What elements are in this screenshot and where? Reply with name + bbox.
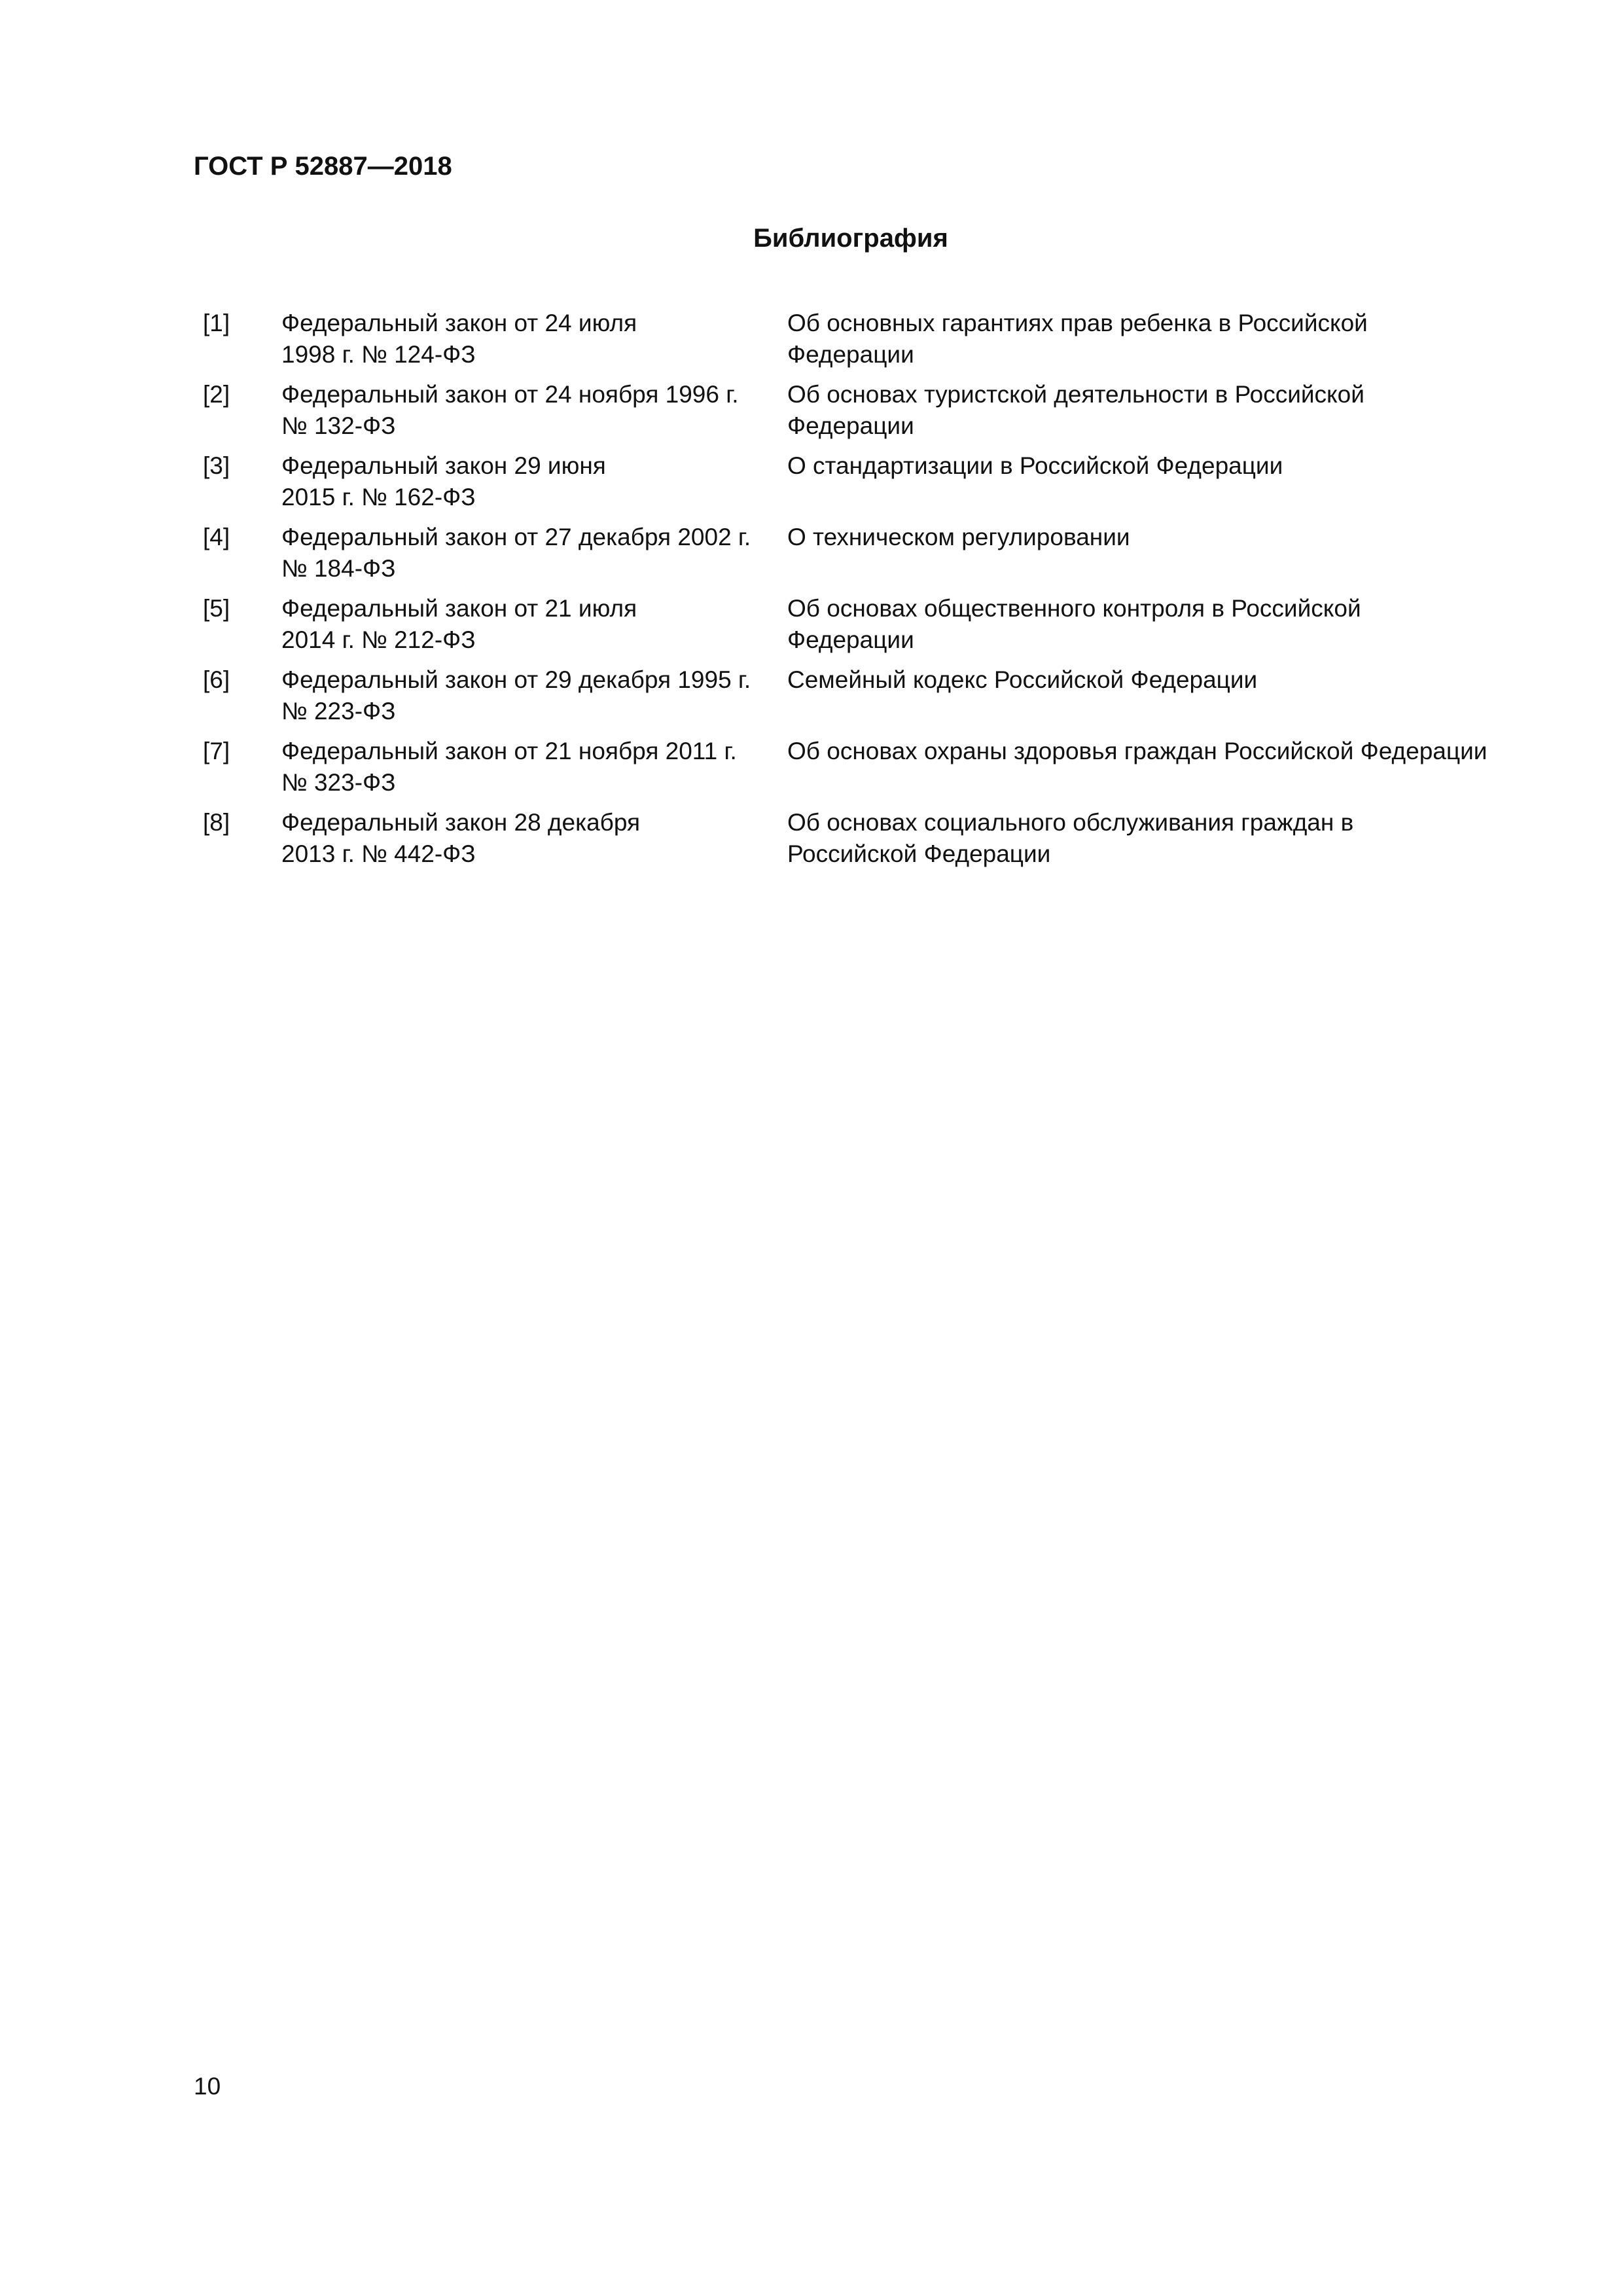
entry-source xyxy=(281,807,779,870)
bibliography-entry xyxy=(0,308,1623,379)
bibliography-entry xyxy=(0,664,1623,736)
bibliography-entry xyxy=(0,379,1623,450)
entry-title-line: Об основах туристской деятельности в Российской xyxy=(787,381,1364,408)
entry-source-line: № 132-ФЗ xyxy=(281,412,396,439)
entry-source-line: 2013 г. № 442-ФЗ xyxy=(281,840,476,867)
entry-number: [4] xyxy=(203,524,230,550)
section-title: Библиография xyxy=(753,224,948,253)
entry-title-line: Федерации xyxy=(787,626,914,653)
entry-source xyxy=(281,379,779,442)
entry-source xyxy=(281,593,779,656)
entry-source-line: № 223-ФЗ xyxy=(281,698,396,725)
entry-number: [5] xyxy=(203,595,230,622)
entry-title xyxy=(787,450,1527,482)
entry-number: [1] xyxy=(203,310,230,336)
entry-title-line: О техническом регулировании xyxy=(787,524,1130,550)
entry-source-line: Федеральный закон 29 июня xyxy=(281,452,606,479)
entry-source-line: Федеральный закон от 21 июля xyxy=(281,595,637,622)
entry-number: [2] xyxy=(203,381,230,408)
entry-title xyxy=(787,736,1527,767)
entry-source-line: Федеральный закон от 29 декабря 1995 г. xyxy=(281,666,751,693)
entry-title-line: Федерации xyxy=(787,412,914,439)
entry-number: [7] xyxy=(203,738,230,764)
bibliography-entry xyxy=(0,450,1623,522)
entry-source-line: 2014 г. № 212-ФЗ xyxy=(281,626,476,653)
entry-title xyxy=(787,379,1527,442)
entry-source xyxy=(281,664,779,727)
entry-title xyxy=(787,664,1527,696)
entry-source-line: 2015 г. № 162-ФЗ xyxy=(281,484,476,511)
entry-source-line: № 184-ФЗ xyxy=(281,555,396,582)
entry-title-line: О стандартизации в Российской Федерации xyxy=(787,452,1283,479)
entry-source-line: № 323-ФЗ xyxy=(281,769,396,796)
entry-title-line: Об основах охраны здоровья граждан Российской Федерации xyxy=(787,738,1488,764)
entry-title xyxy=(787,807,1527,870)
entry-number: [3] xyxy=(203,452,230,479)
page-number: 10 xyxy=(194,2073,221,2100)
entry-title-line: Федерации xyxy=(787,341,914,368)
entry-source xyxy=(281,522,779,584)
entry-source-line: Федеральный закон 28 декабря xyxy=(281,809,641,836)
bibliography-entry xyxy=(0,593,1623,664)
entry-title-line: Об основах социального обслуживания граждан в xyxy=(787,809,1354,836)
entry-source-line: Федеральный закон от 24 июля xyxy=(281,310,637,336)
entry-title-line: Об основных гарантиях прав ребенка в Российской xyxy=(787,310,1368,336)
entry-source xyxy=(281,308,779,370)
entry-title xyxy=(787,522,1527,553)
entry-source-line: 1998 г. № 124-ФЗ xyxy=(281,341,476,368)
entry-source-line: Федеральный закон от 21 ноября 2011 г. xyxy=(281,738,737,764)
bibliography-list xyxy=(0,308,1623,878)
entry-number: [8] xyxy=(203,809,230,836)
entry-source-line: Федеральный закон от 27 декабря 2002 г. xyxy=(281,524,751,550)
entry-title-line: Семейный кодекс Российской Федерации xyxy=(787,666,1258,693)
entry-title xyxy=(787,308,1527,370)
entry-title-line: Российской Федерации xyxy=(787,840,1051,867)
entry-source-line: Федеральный закон от 24 ноября 1996 г. xyxy=(281,381,739,408)
entry-title xyxy=(787,593,1527,656)
entry-source xyxy=(281,736,779,798)
entry-title-line: Об основах общественного контроля в Российской xyxy=(787,595,1361,622)
document-code: ГОСТ Р 52887—2018 xyxy=(194,152,452,181)
bibliography-entry xyxy=(0,522,1623,593)
entry-source xyxy=(281,450,779,513)
bibliography-entry xyxy=(0,736,1623,807)
entry-number: [6] xyxy=(203,666,230,693)
bibliography-entry xyxy=(0,807,1623,878)
